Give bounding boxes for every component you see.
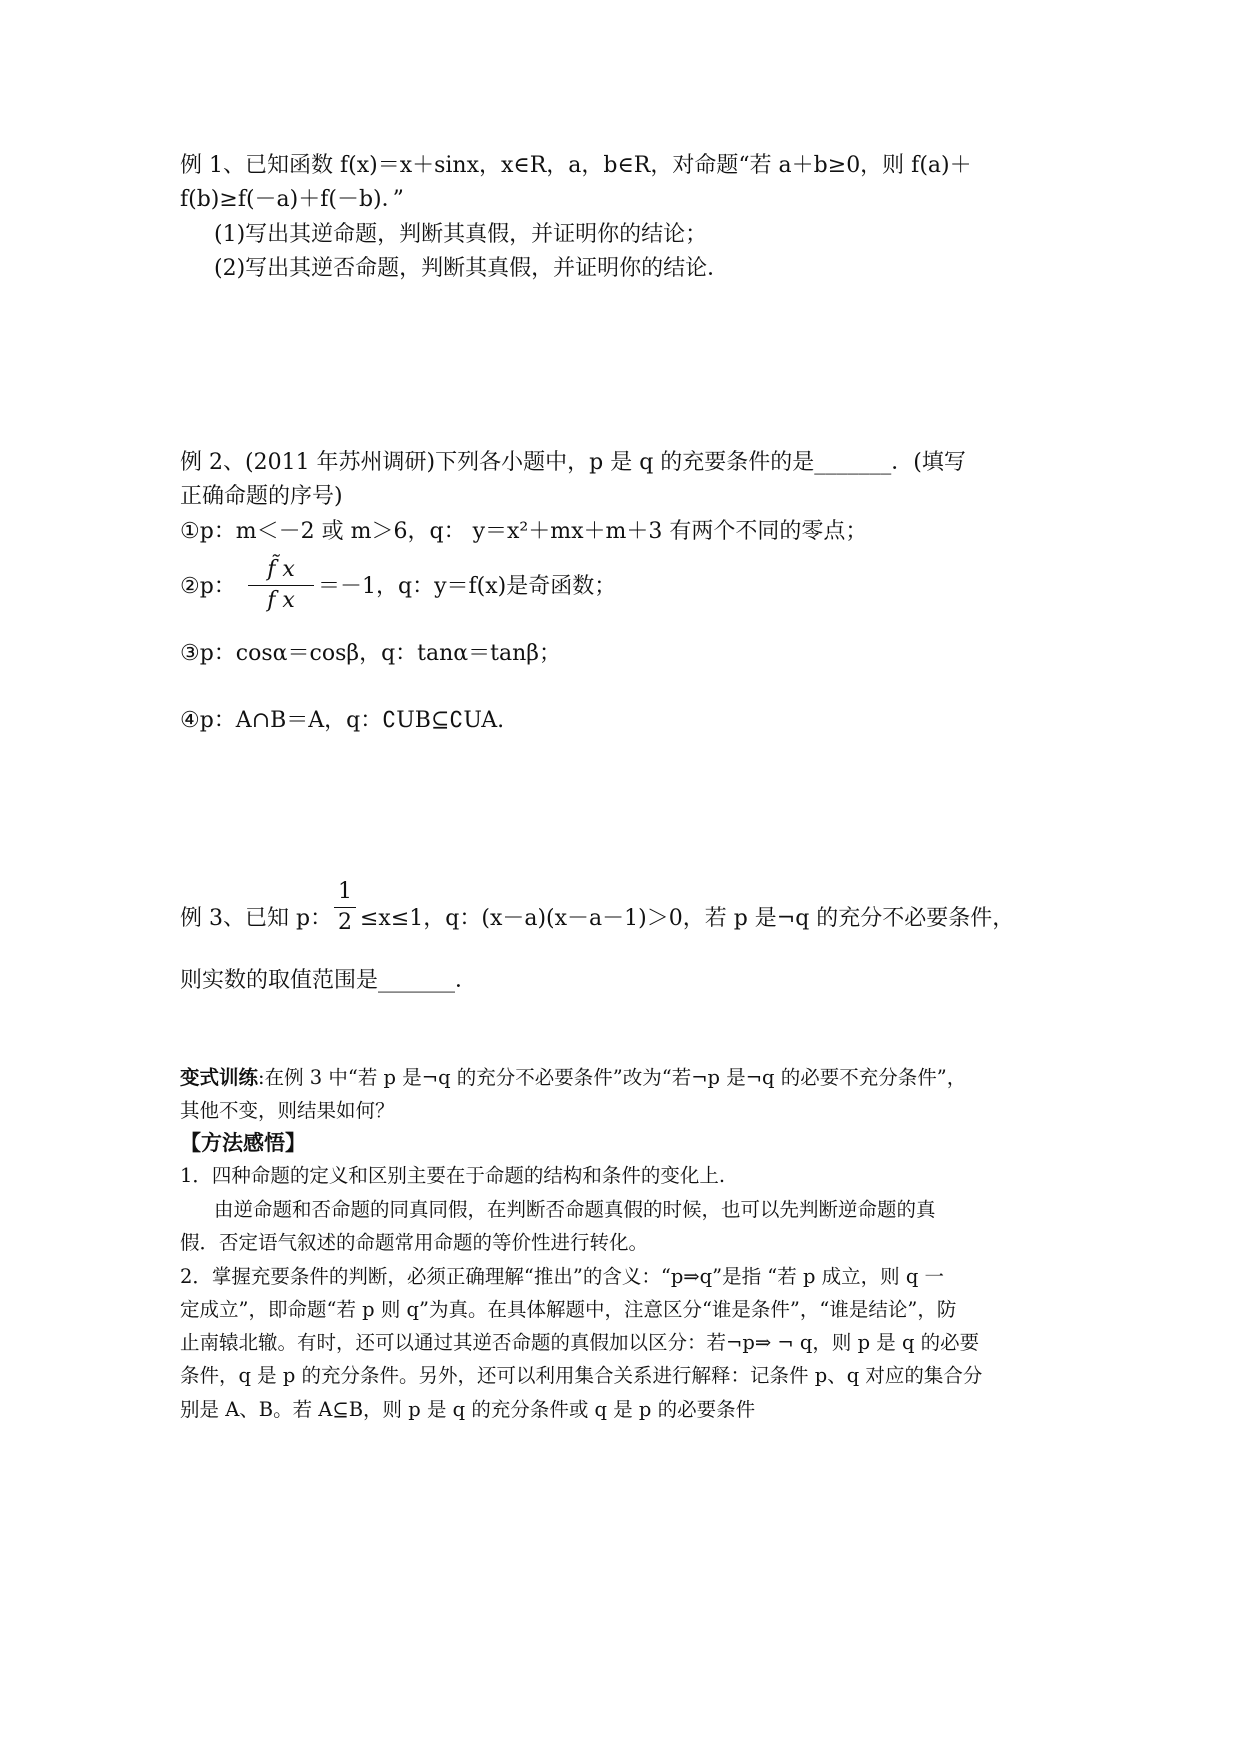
example-2-item-2-prefix: ②p： xyxy=(180,574,236,599)
variant-label: 变式训练 xyxy=(180,1066,259,1089)
fraction-bar xyxy=(334,907,356,908)
method-heading: 【方法感悟】 xyxy=(180,1131,306,1155)
example-3-prefix: 例 3、已知 p： xyxy=(180,906,333,931)
example-1-question-1: (1)写出其逆命题，判断其真假，并证明你的结论； xyxy=(214,222,708,247)
method-paragraph-1-continued: 由逆命题和否命题的同真同假，在判断否命题真假的时候，也可以先判断逆命题的真 xyxy=(214,1198,936,1221)
example-2-item-2-suffix: ＝－1，q：y＝f(x)是奇函数； xyxy=(318,574,617,599)
fraction-numerator: 1 xyxy=(338,879,352,904)
example-2-item-2-fraction xyxy=(248,557,314,614)
fraction-bar xyxy=(248,585,314,586)
fraction-denominator: 2 xyxy=(338,910,352,935)
method-paragraph-2-line-2: 定成立”，即命题“若 p 则 q”为真。在具体解题中，注意区分“谁是条件”，“谁是结论”，防 xyxy=(180,1298,957,1321)
variant-line-2: 其他不变，则结果如何？ xyxy=(180,1099,395,1122)
fraction-denominator: f x xyxy=(267,588,295,613)
variant-text: :在例 3 中“若 p 是¬q 的充分不必要条件”改为“若¬p 是¬q 的必要不充分条件”， xyxy=(258,1066,967,1089)
example-2-line-2: 正确命题的序号) xyxy=(180,484,343,509)
example-2-item-3: ③p：cosα＝cosβ，q：tanα＝tanβ； xyxy=(180,641,562,666)
example-2-item-1: ①p：m＜－2 或 m＞6，q： y＝x²＋mx＋m＋3 有两个不同的零点； xyxy=(180,519,868,544)
variant-line-1 xyxy=(180,1062,966,1094)
example-1-line-2: f(b)≥f(－a)＋f(－b)．” xyxy=(180,187,404,212)
example-1-question-2: (2)写出其逆否命题，判断其真假，并证明你的结论． xyxy=(214,256,730,281)
method-paragraph-2-line-5: 别是 A、B。若 A⊆B，则 p 是 q 的充分条件或 q 是 p 的必要条件 xyxy=(180,1398,756,1421)
example-1-line-1: 例 1、已知函数 f(x)＝x＋sinx，x∈R，a，b∈R，对命题“若 a＋b≥0，则 f(a)＋ xyxy=(180,153,972,178)
fraction-numerator: f̃ x xyxy=(267,557,295,582)
method-paragraph-2-line-1: 2．掌握充要条件的判断，必须正确理解“推出”的含义：“p⇒q”是指 “若 p 成立，则 q 一 xyxy=(180,1265,945,1288)
method-paragraph-2-line-4: 条件，q 是 p 的充分条件。另外，还可以利用集合关系进行解释：记条件 p、q 对应的集合分 xyxy=(180,1364,983,1387)
method-paragraph-1-end: 假．否定语气叙述的命题常用命题的等价性进行转化。 xyxy=(180,1231,649,1254)
example-3-rest: ≤x≤1，q：(x－a)(x－a－1)＞0，若 p 是¬q 的充分不必要条件， xyxy=(360,906,1015,931)
example-3-fraction xyxy=(334,879,356,936)
example-3-line-2: 则实数的取值范围是_______． xyxy=(180,968,478,993)
example-2-line-1: 例 2、(2011 年苏州调研)下列各小题中，p 是 q 的充要条件的是_______．(填写 xyxy=(180,450,966,475)
example-2-item-4: ④p：A∩B＝A，q：∁UB⊆∁UA. xyxy=(180,708,505,733)
method-paragraph-2-line-3: 止南辕北辙。有时，还可以通过其逆否命题的真假加以区分：若¬p⇒ ¬ q，则 p 是 q 的必要 xyxy=(180,1331,980,1354)
method-paragraph-1: 1．四种命题的定义和区别主要在于命题的结构和条件的变化上. xyxy=(180,1164,726,1187)
